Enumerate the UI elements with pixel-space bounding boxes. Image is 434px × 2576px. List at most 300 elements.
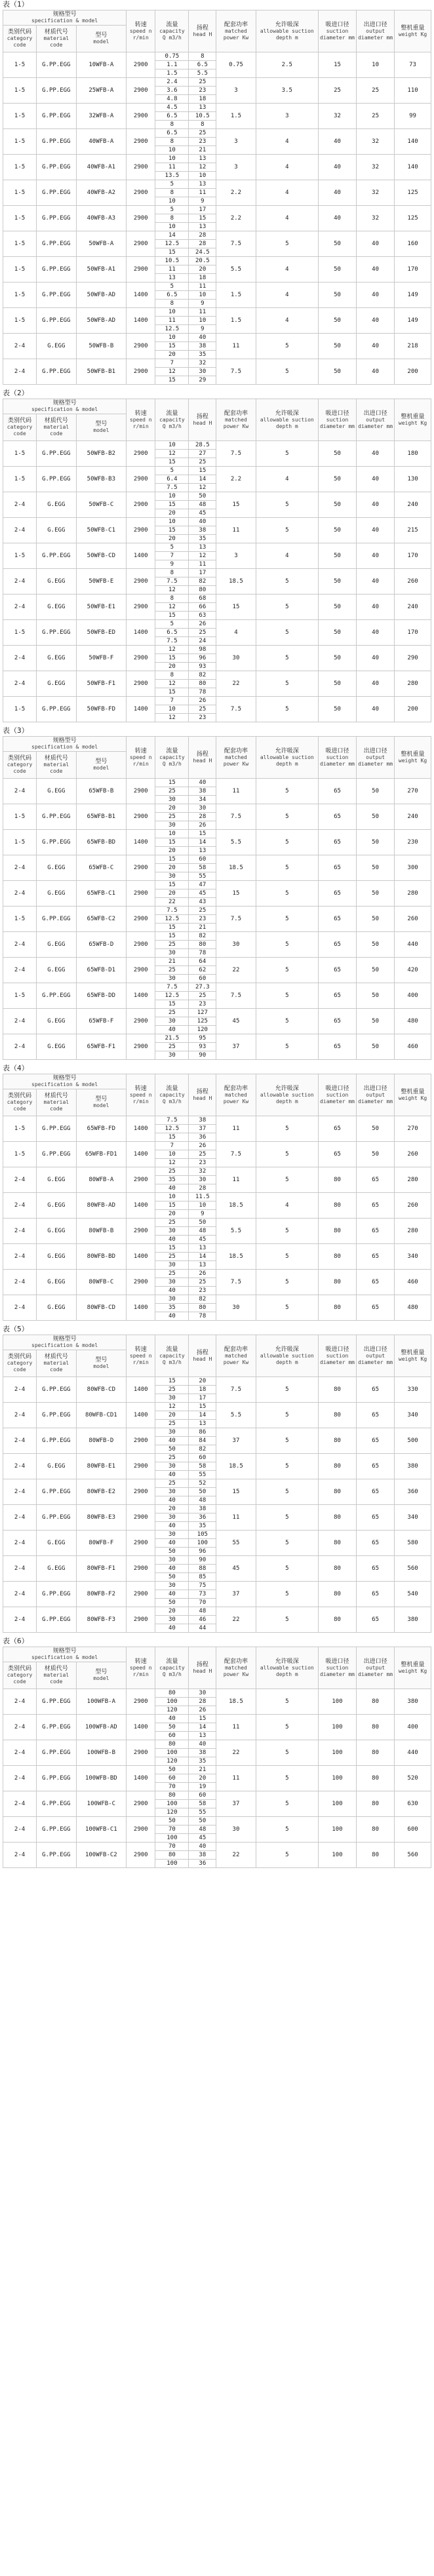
- head-value: 82: [189, 932, 216, 941]
- table-row: [3, 1791, 431, 1800]
- capacity-value: 4.5: [155, 104, 189, 112]
- category-code-header-en: category code: [7, 762, 33, 774]
- head-value: 127: [189, 1009, 216, 1017]
- suction-depth-value: 4: [256, 129, 318, 155]
- spec-table: [3, 1647, 431, 1868]
- capacity-value: 15: [155, 1201, 189, 1210]
- capacity-value: 30: [155, 1462, 189, 1471]
- weight-header-en: weight Kg: [398, 1356, 427, 1362]
- table-caption: 表（2）: [3, 389, 29, 397]
- capacity-value: 1.1: [155, 61, 189, 69]
- head-header-en: head H: [193, 1668, 212, 1674]
- speed-value: 2900: [127, 1505, 155, 1531]
- material-code: G.PP.EGG: [37, 308, 76, 334]
- weight-value: 260: [395, 1193, 431, 1219]
- category-code-header-cn: 类别代码: [8, 1093, 32, 1099]
- head-value: 14: [189, 1723, 216, 1732]
- material-code: G.PP.EGG: [37, 104, 76, 129]
- power-value: 7.5: [216, 359, 256, 385]
- weight-header-cn: 整机重量: [401, 413, 425, 420]
- model-name: 25WFB-A: [76, 78, 127, 104]
- model-name: 80WFB-E3: [76, 1505, 127, 1531]
- material-code: G.EGG: [37, 518, 76, 543]
- speed-value: 2900: [127, 1219, 155, 1244]
- material-code: G.EGG: [37, 1193, 76, 1219]
- head-value: 11: [189, 560, 216, 569]
- capacity-value: 5: [155, 620, 189, 629]
- weight-value: 260: [395, 569, 431, 595]
- output-diameter-header-cn: 出进口径: [363, 747, 387, 754]
- power-value: 1.5: [216, 308, 256, 334]
- model-name: 10WFB-A: [76, 52, 127, 78]
- capacity-value: 40: [155, 1539, 189, 1548]
- head-value: 14: [189, 838, 216, 847]
- capacity-value: 30: [155, 1261, 189, 1270]
- table-row: [3, 543, 431, 552]
- category-code: 2-4: [3, 492, 37, 518]
- model-name: 100WFB-AD: [76, 1715, 127, 1740]
- model-name: 40WFB-A2: [76, 180, 127, 206]
- model-name: 65WFB-C1: [76, 881, 127, 907]
- table-row: [3, 78, 431, 87]
- suction-diameter-value: 50: [318, 569, 356, 595]
- head-value: 29: [189, 376, 216, 385]
- material-code-header-en: material code: [43, 424, 69, 437]
- suction-diameter-value: 50: [318, 543, 356, 569]
- capacity-header-cn: 流量: [166, 1346, 178, 1353]
- weight-value: 230: [395, 830, 431, 855]
- capacity-value: 12.5: [155, 1125, 189, 1133]
- speed-value: 2900: [127, 569, 155, 595]
- table-row: [3, 334, 431, 342]
- capacity-value: 80: [155, 1791, 189, 1800]
- category-code: 2-4: [3, 1034, 37, 1060]
- table-body: [3, 441, 431, 722]
- capacity-value: 20: [155, 535, 189, 543]
- speed-header-en: speed n r/min: [129, 1664, 152, 1677]
- category-code: 2-4: [3, 958, 37, 983]
- material-code: G.EGG: [37, 1034, 76, 1060]
- suction-depth-value: 4: [256, 1193, 318, 1219]
- capacity-value: 80: [155, 1851, 189, 1860]
- model-name: 80WFB-F3: [76, 1607, 127, 1633]
- capacity-value: 40: [155, 1565, 189, 1573]
- capacity-value: 8: [155, 569, 189, 577]
- power-value: 11: [216, 1167, 256, 1193]
- head-value: 125: [189, 1017, 216, 1026]
- head-value: 68: [189, 595, 216, 603]
- head-header-cn: 扬程: [196, 1349, 208, 1356]
- material-code: G.EGG: [37, 1167, 76, 1193]
- category-code-header: [3, 1089, 37, 1116]
- head-value: 23: [189, 714, 216, 722]
- suction-depth-value: 4: [256, 467, 318, 492]
- speed-header-cn: 转速: [134, 1658, 147, 1665]
- model-name: 80WFB-AD: [76, 1193, 127, 1219]
- head-value: 6.5: [189, 61, 216, 69]
- model-name: 80WFB-CD1: [76, 1403, 127, 1428]
- material-code: G.PP.EGG: [37, 1740, 76, 1766]
- weight-value: 380: [395, 1607, 431, 1633]
- head-value: 13: [189, 223, 216, 231]
- capacity-value: 30: [155, 821, 189, 830]
- power-value: 7.5: [216, 1270, 256, 1295]
- capacity-value: 40: [155, 1312, 189, 1321]
- weight-value: 480: [395, 1009, 431, 1034]
- speed-value: 2900: [127, 180, 155, 206]
- output-diameter-value: 40: [357, 697, 395, 722]
- capacity-value: 11: [155, 163, 189, 172]
- capacity-value: 12.5: [155, 915, 189, 924]
- capacity-value: 12: [155, 1403, 189, 1411]
- output-diameter-value: 80: [357, 1791, 395, 1817]
- head-value: 11: [189, 308, 216, 317]
- weight-header-cn: 整机重量: [401, 1088, 425, 1095]
- material-code: G.PP.EGG: [37, 1582, 76, 1607]
- head-value: 25: [189, 458, 216, 467]
- output-diameter-value: 50: [357, 1142, 395, 1167]
- material-code-header-cn: 材质代号: [44, 1666, 68, 1672]
- capacity-value: 25: [155, 1386, 189, 1394]
- speed-value: 2900: [127, 334, 155, 359]
- suction-depth-value: 4: [256, 283, 318, 308]
- category-code: 1-5: [3, 697, 37, 722]
- capacity-value: 120: [155, 1706, 189, 1715]
- capacity-value: 8: [155, 595, 189, 603]
- model-name: 65WFB-C: [76, 855, 127, 881]
- suction-depth-value: 5: [256, 1244, 318, 1270]
- head-value: 17: [189, 206, 216, 214]
- capacity-value: 40: [155, 1522, 189, 1531]
- head-value: 46: [189, 1616, 216, 1624]
- capacity-value: 5: [155, 467, 189, 475]
- head-value: 63: [189, 612, 216, 620]
- weight-value: 630: [395, 1791, 431, 1817]
- suction-depth-value: 4: [256, 155, 318, 180]
- capacity-value: 15: [155, 855, 189, 864]
- head-value: 78: [189, 688, 216, 697]
- capacity-value: 15: [155, 838, 189, 847]
- suction-diameter-value: 80: [318, 1167, 356, 1193]
- speed-header-en: speed n r/min: [129, 754, 152, 767]
- capacity-value: 15: [155, 924, 189, 932]
- material-code: G.PP.EGG: [37, 1403, 76, 1428]
- weight-header-cn: 整机重量: [401, 1661, 425, 1668]
- suction-diameter-value: 100: [318, 1689, 356, 1715]
- spec-model-cn: 规格型号: [52, 1075, 77, 1082]
- weight-value: 330: [395, 1377, 431, 1403]
- suction-depth-value: 5: [256, 1403, 318, 1428]
- suction-depth-value: 4: [256, 180, 318, 206]
- head-value: 14: [189, 1411, 216, 1420]
- material-code: G.PP.EGG: [37, 180, 76, 206]
- spec-table: [3, 736, 431, 1060]
- suction-depth-value: 5: [256, 359, 318, 385]
- suction-depth-value: 5: [256, 646, 318, 671]
- capacity-header: [155, 737, 189, 779]
- suction-depth-value: 5: [256, 830, 318, 855]
- suction-diameter-value: 80: [318, 1479, 356, 1505]
- category-code: 2-4: [3, 1428, 37, 1454]
- output-diameter-value: 65: [357, 1582, 395, 1607]
- category-code: 1-5: [3, 180, 37, 206]
- head-value: 35: [189, 535, 216, 543]
- material-code: G.EGG: [37, 958, 76, 983]
- weight-value: 280: [395, 881, 431, 907]
- spec-model-header: [3, 399, 127, 414]
- head-value: 60: [189, 975, 216, 983]
- head-value: 35: [189, 1522, 216, 1531]
- category-code: 1-5: [3, 206, 37, 231]
- material-code: G.PP.EGG: [37, 441, 76, 467]
- speed-value: 2900: [127, 1270, 155, 1295]
- capacity-value: 15: [155, 526, 189, 535]
- head-value: 48: [189, 1496, 216, 1505]
- suction-depth-header: [256, 399, 318, 441]
- power-value: 18.5: [216, 855, 256, 881]
- suction-diameter-value: 65: [318, 1142, 356, 1167]
- table-row: [3, 932, 431, 941]
- model-name: 100WFB-C1: [76, 1817, 127, 1843]
- speed-value: 2900: [127, 958, 155, 983]
- model-name: 80WFB-C: [76, 1270, 127, 1295]
- capacity-value: 20: [155, 864, 189, 872]
- capacity-value: 12.5: [155, 325, 189, 334]
- weight-value: 400: [395, 1715, 431, 1740]
- suction-depth-value: 5: [256, 569, 318, 595]
- capacity-value: 6.5: [155, 629, 189, 637]
- category-code: 2-4: [3, 646, 37, 671]
- head-value: 36: [189, 1513, 216, 1522]
- suction-depth-header: [256, 737, 318, 779]
- spec-model-header: [3, 10, 127, 26]
- capacity-value: 30: [155, 1488, 189, 1496]
- weight-value: 160: [395, 231, 431, 257]
- model-name: 40WFB-A: [76, 129, 127, 155]
- table-row: [3, 1193, 431, 1201]
- table-header: [3, 737, 431, 779]
- output-diameter-value: 40: [357, 308, 395, 334]
- power-value: 30: [216, 646, 256, 671]
- speed-header-en: speed n r/min: [129, 1091, 152, 1104]
- capacity-value: 5: [155, 206, 189, 214]
- material-code: G.PP.EGG: [37, 1843, 76, 1868]
- head-value: 18: [189, 1386, 216, 1394]
- capacity-value: 12: [155, 450, 189, 458]
- suction-depth-header: [256, 1647, 318, 1689]
- suction-diameter-value: 50: [318, 359, 356, 385]
- head-value: 11: [189, 189, 216, 197]
- head-value: 86: [189, 1428, 216, 1437]
- speed-header-cn: 转速: [134, 747, 147, 754]
- speed-value: 2900: [127, 1454, 155, 1479]
- speed-value: 2900: [127, 155, 155, 180]
- table-row: [3, 1607, 431, 1616]
- category-code: 1-5: [3, 983, 37, 1009]
- suction-depth-header-cn: 允许吸深: [275, 1085, 299, 1092]
- weight-header-en: weight Kg: [398, 420, 427, 426]
- head-value: 8: [189, 121, 216, 129]
- head-value: 93: [189, 1043, 216, 1051]
- suction-depth-value: 5: [256, 881, 318, 907]
- power-value: 7.5: [216, 1142, 256, 1167]
- capacity-header: [155, 1074, 189, 1116]
- suction-depth-value: 5: [256, 1740, 318, 1766]
- capacity-value: 7.5: [155, 1116, 189, 1125]
- category-code-header: [3, 1662, 37, 1689]
- suction-depth-value: 5: [256, 1034, 318, 1060]
- category-code: 1-5: [3, 1142, 37, 1167]
- head-value: 26: [189, 1270, 216, 1278]
- head-value: 20: [189, 1377, 216, 1386]
- speed-value: 2900: [127, 257, 155, 283]
- power-value: 30: [216, 932, 256, 958]
- table-row: [3, 1142, 431, 1150]
- head-header-cn: 扬程: [196, 751, 208, 758]
- suction-depth-value: 5: [256, 855, 318, 881]
- capacity-value: 50: [155, 1445, 189, 1454]
- table-body: [3, 1116, 431, 1321]
- material-code-header: [37, 1350, 76, 1377]
- weight-value: 460: [395, 1034, 431, 1060]
- speed-value: 2900: [127, 129, 155, 155]
- capacity-value: 10: [155, 1193, 189, 1201]
- weight-value: 170: [395, 543, 431, 569]
- power-value: 18.5: [216, 1454, 256, 1479]
- speed-header-cn: 转速: [134, 21, 147, 28]
- model-header-cn: 型号: [95, 758, 108, 765]
- weight-value: 218: [395, 334, 431, 359]
- head-value: 13: [189, 1244, 216, 1253]
- head-value: 48: [189, 1227, 216, 1236]
- capacity-value: 15: [155, 501, 189, 509]
- model-name: 65WFB-D: [76, 932, 127, 958]
- power-value: 0.75: [216, 52, 256, 78]
- capacity-value: 25: [155, 1043, 189, 1051]
- suction-diameter-value: 80: [318, 1607, 356, 1633]
- suction-diameter-value: 50: [318, 257, 356, 283]
- output-diameter-value: 80: [357, 1766, 395, 1791]
- capacity-header-cn: 流量: [166, 1085, 178, 1092]
- head-value: 23: [189, 915, 216, 924]
- capacity-value: 25: [155, 1420, 189, 1428]
- suction-diameter-value: 80: [318, 1531, 356, 1556]
- head-value: 10: [189, 317, 216, 325]
- model-name: 65WFB-FD1: [76, 1142, 127, 1167]
- head-value: 45: [189, 509, 216, 518]
- output-diameter-value: 50: [357, 804, 395, 830]
- material-code: G.PP.EGG: [37, 1377, 76, 1403]
- capacity-value: 35: [155, 1176, 189, 1184]
- capacity-value: 10: [155, 223, 189, 231]
- power-value: 3: [216, 129, 256, 155]
- head-value: 18: [189, 95, 216, 104]
- weight-header-cn: 整机重量: [401, 1349, 425, 1356]
- head-value: 50: [189, 1488, 216, 1496]
- category-code: 2-4: [3, 881, 37, 907]
- head-value: 25: [189, 129, 216, 138]
- head-value: 13: [189, 847, 216, 855]
- output-diameter-value: 65: [357, 1454, 395, 1479]
- capacity-value: 7.5: [155, 983, 189, 992]
- head-value: 26: [189, 1142, 216, 1150]
- model-name: 100WFB-BD: [76, 1766, 127, 1791]
- table-header: [3, 10, 431, 52]
- power-value: 5.5: [216, 257, 256, 283]
- speed-value: 2900: [127, 1009, 155, 1034]
- head-value: 38: [189, 342, 216, 351]
- weight-value: 130: [395, 467, 431, 492]
- category-code: 2-4: [3, 1219, 37, 1244]
- weight-value: 110: [395, 78, 431, 104]
- power-value: 22: [216, 671, 256, 697]
- suction-diameter-header-en: suction diameter mm: [319, 1664, 355, 1677]
- model-name: 80WFB-F2: [76, 1582, 127, 1607]
- table-row: [3, 1377, 431, 1386]
- speed-header-cn: 转速: [134, 410, 147, 417]
- head-value: 11: [189, 283, 216, 291]
- speed-value: 1400: [127, 620, 155, 646]
- speed-header-en: speed n r/min: [129, 28, 152, 41]
- suction-diameter-value: 50: [318, 646, 356, 671]
- weight-header: [395, 10, 431, 52]
- capacity-value: 12.5: [155, 992, 189, 1000]
- table-row: [3, 1270, 431, 1278]
- category-code: 1-5: [3, 155, 37, 180]
- power-value: 3: [216, 543, 256, 569]
- material-code: G.PP.EGG: [37, 155, 76, 180]
- weight-value: 290: [395, 646, 431, 671]
- model-name: 80WFB-E1: [76, 1454, 127, 1479]
- weight-value: 300: [395, 855, 431, 881]
- suction-diameter-value: 80: [318, 1295, 356, 1321]
- weight-value: 580: [395, 1531, 431, 1556]
- category-code: 2-4: [3, 569, 37, 595]
- output-diameter-header-en: output diameter mm: [358, 1664, 393, 1677]
- head-value: 40: [189, 518, 216, 526]
- material-code: G.EGG: [37, 334, 76, 359]
- power-value: 22: [216, 958, 256, 983]
- head-value: 9: [189, 1210, 216, 1219]
- power-header-cn: 配套功率: [224, 747, 248, 754]
- capacity-value: 100: [155, 1860, 189, 1868]
- suction-depth-header-cn: 允许吸深: [275, 747, 299, 754]
- speed-header-cn: 转速: [134, 1346, 147, 1353]
- table-caption: 表（3）: [3, 726, 29, 735]
- suction-diameter-header: [318, 399, 356, 441]
- suction-depth-header-cn: 允许吸深: [275, 21, 299, 28]
- model-name: 100WFB-C2: [76, 1843, 127, 1868]
- capacity-value: 10: [155, 1150, 189, 1159]
- suction-diameter-header: [318, 1335, 356, 1377]
- speed-value: 2900: [127, 646, 155, 671]
- capacity-value: 15: [155, 376, 189, 385]
- table-row: [3, 1295, 431, 1304]
- category-code-header-en: category code: [7, 424, 33, 437]
- weight-value: 240: [395, 595, 431, 620]
- category-code: 2-4: [3, 1505, 37, 1531]
- power-value: 5.5: [216, 1403, 256, 1428]
- head-value: 82: [189, 1445, 216, 1454]
- capacity-value: 50: [155, 1723, 189, 1732]
- category-code: 2-4: [3, 932, 37, 958]
- output-diameter-value: 50: [357, 907, 395, 932]
- model-name: 80WFB-F1: [76, 1556, 127, 1582]
- head-value: 80: [189, 1304, 216, 1312]
- capacity-value: 40: [155, 1496, 189, 1505]
- table-row: [3, 697, 431, 705]
- power-value: 7.5: [216, 804, 256, 830]
